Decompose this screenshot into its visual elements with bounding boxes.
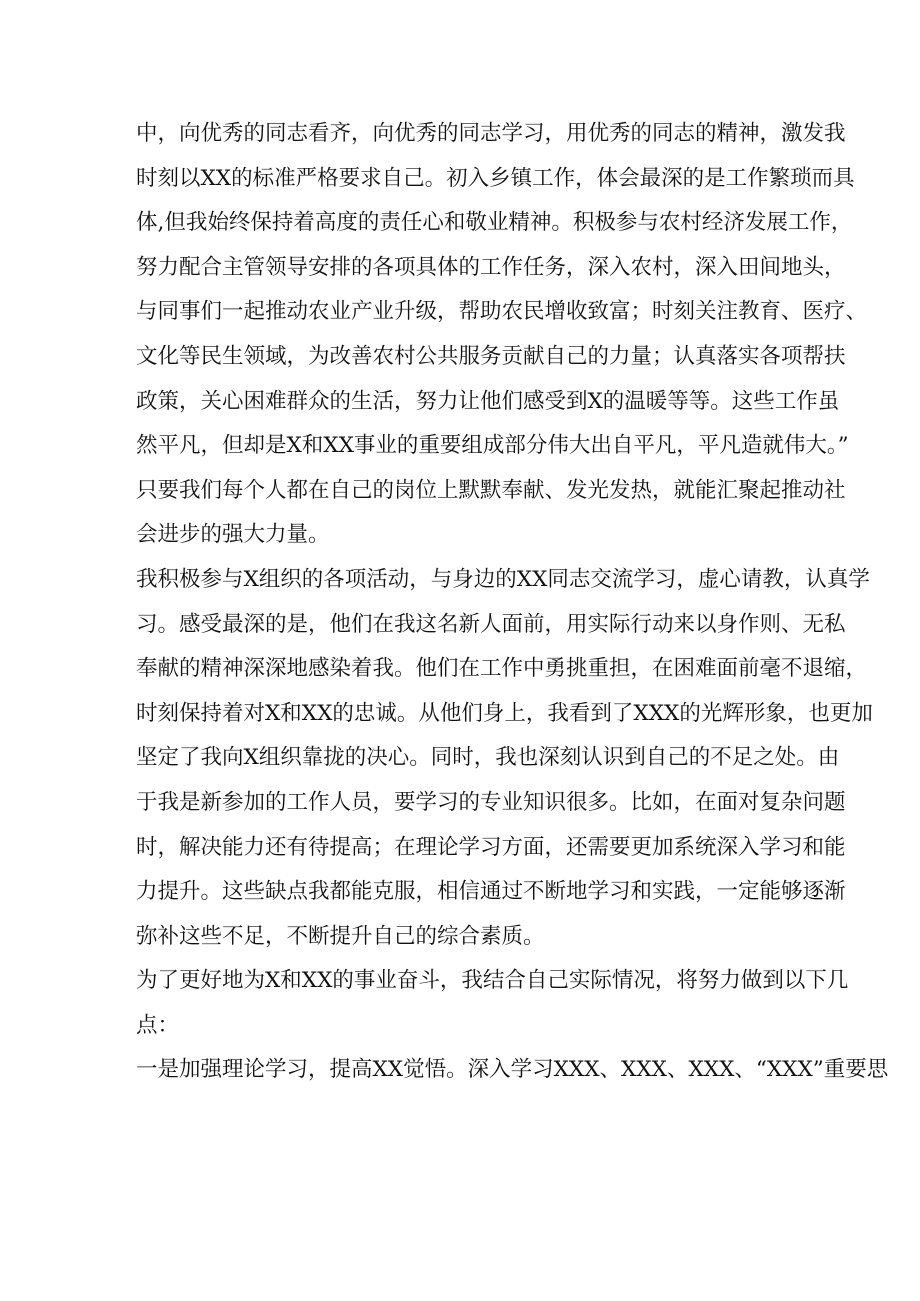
text-line: 时，解决能力还有待提高；在理论学习方面，还需要更加系统深入学习和能 xyxy=(136,834,846,860)
text-line: 我积极参与X组织的各项活动，与身边的XX同志交流学习，虚心请教，认真学 xyxy=(136,566,870,592)
text-line: 于我是新参加的工作人员，要学习的专业知识很多。比如，在面对复杂问题 xyxy=(136,789,846,815)
paragraph-2 xyxy=(136,558,873,959)
text-line: 习。感受最深的是，他们在我这名新人面前，用实际行动来以身作则、无私 xyxy=(136,611,846,637)
text-line: 中，向优秀的同志看齐，向优秀的同志学习，用优秀的同志的精神，激发我 xyxy=(136,121,846,146)
text-line: 体,但我始终保持着高度的责任心和敬业精神。积极参与农村经济发展工作， xyxy=(136,210,853,236)
text-line: 奉献的精神深深地感染着我。他们在工作中勇挑重担，在困难面前毫不退缩， xyxy=(136,656,868,682)
text-line: 只要我们每个人都在自己的岗位上默默奉献、发光发热，就能汇聚起推动社 xyxy=(136,477,846,503)
paragraph-4 xyxy=(136,1048,889,1093)
text-line: 然平凡，但却是X和XX事业的重要组成部分伟大出自平凡，平凡造就伟大。” xyxy=(136,433,849,459)
text-line: 与同事们一起推动农业产业升级，帮助农民增收致富；时刻关注教育、医疗、 xyxy=(136,299,868,325)
text-line: 一是加强理论学习，提高XX觉悟。深入学习XXX、XXX、XXX、“XXX”重要思 xyxy=(136,1057,889,1083)
text-line: 力提升。这些缺点我都能克服，相信通过不断地学习和实践，一定能够逐渐 xyxy=(136,879,846,905)
text-line: 努力配合主管领导安排的各项具体的工作任务，深入农村，深入田间地头， xyxy=(136,254,846,280)
text-line: 文化等民生领域，为改善农村公共服务贡献自己的力量；认真落实各项帮扶 xyxy=(136,343,846,369)
text-line: 会进步的强大力量。 xyxy=(136,522,330,548)
text-line: 坚定了我向X组织靠拢的决心。同时，我也深刻认识到自己的不足之处。由 xyxy=(136,745,840,771)
text-line: 时刻以XX的标准严格要求自己。初入乡镇工作，体会最深的是工作繁琐而具 xyxy=(136,165,855,191)
text-line: 为了更好地为X和XX的事业奋斗，我结合自己实际情况，将努力做到以下几 xyxy=(136,968,849,994)
paragraph-1 xyxy=(136,112,868,558)
document-body xyxy=(136,112,889,1093)
text-line: 弥补这些不足，不断提升自己的综合素质。 xyxy=(136,923,545,949)
text-line: 点： xyxy=(136,1012,180,1038)
text-line: 时刻保持着对X和XX的忠诚。从他们身上，我看到了XXX的光辉形象，也更加 xyxy=(136,700,873,726)
text-line: 政策，关心困难群众的生活，努力让他们感受到X的温暖等等。这些工作虽 xyxy=(136,388,840,414)
paragraph-3 xyxy=(136,959,849,1048)
